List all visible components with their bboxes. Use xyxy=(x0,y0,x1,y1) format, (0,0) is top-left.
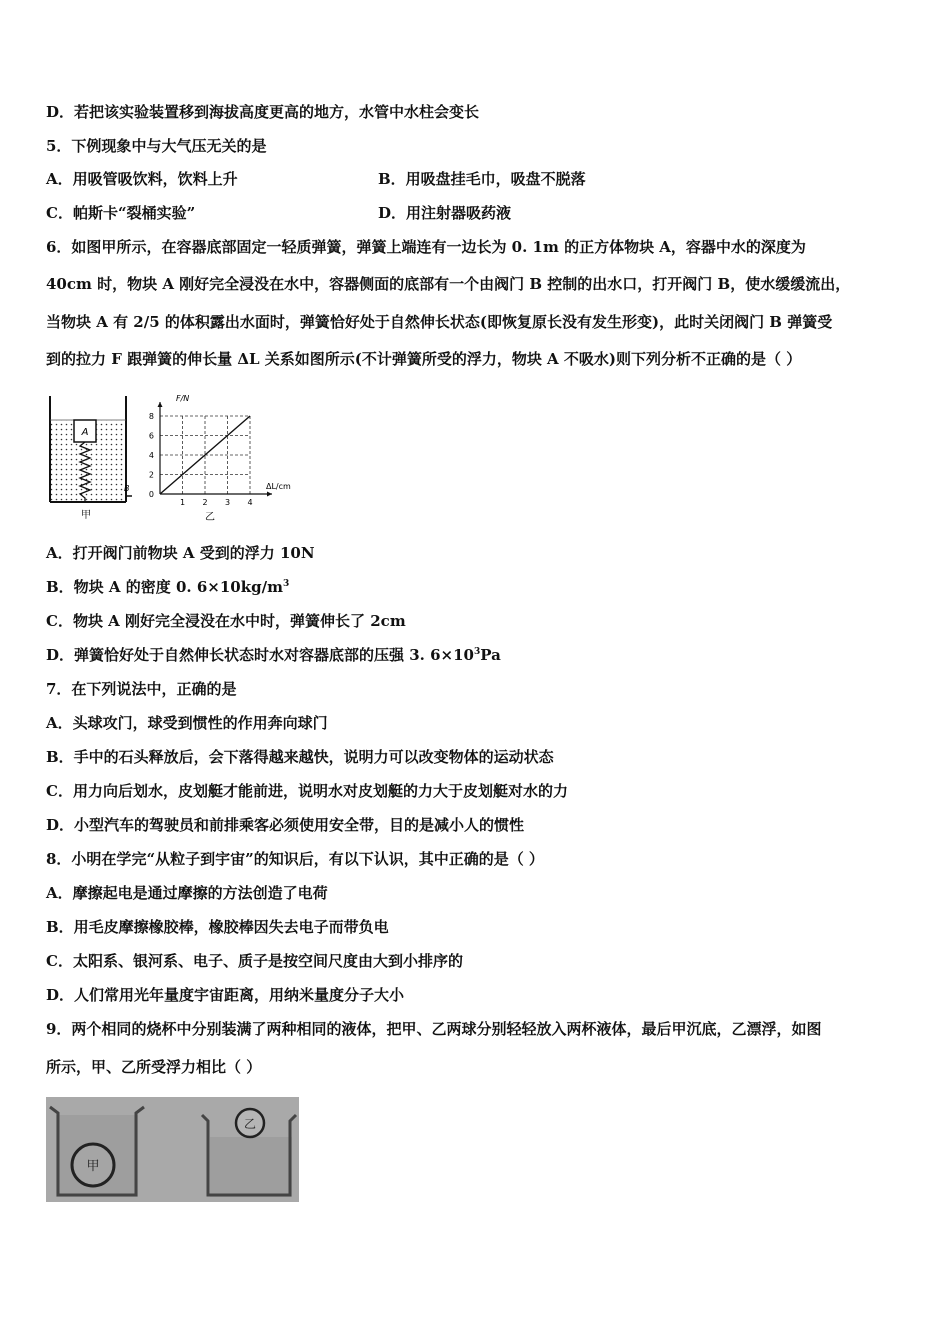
block-a-label: A xyxy=(81,427,89,438)
q6-option-b xyxy=(46,577,289,597)
x-tick-label: 2 xyxy=(202,498,208,507)
q5-option-b: B．用吸盘挂毛巾，吸盘不脱落 xyxy=(378,170,586,188)
ball-jia-label: 甲 xyxy=(86,1159,100,1174)
y-axis-arrow xyxy=(158,402,163,407)
q8-option-a: A．摩擦起电是通过摩擦的方法创造了电荷 xyxy=(46,884,328,902)
q6-option-a: A．打开阀门前物块 A 受到的浮力 10N xyxy=(46,544,315,562)
x-axis-label: ΔL/cm xyxy=(266,482,291,491)
q4-option-d: D．若把该实验装置移到海拔高度更高的地方，水管中水柱会变长 xyxy=(46,103,480,121)
q5-stem: 5．下例现象中与大气压无关的是 xyxy=(46,137,267,155)
q9-stem-line1: 9．两个相同的烧杯中分别装满了两种相同的液体，把甲、乙两球分别轻轻放入两杯液体，最后甲沉底，乙漂浮，如图 xyxy=(46,1020,822,1038)
y-tick-label: 4 xyxy=(148,451,154,460)
q5-option-a: A．用吸管吸饮料，饮料上升 xyxy=(46,170,238,188)
figure-jia-label: 甲 xyxy=(81,510,91,521)
q6-option-b-exponent: 3 xyxy=(282,579,290,589)
q7-stem: 7．在下列说法中，正确的是 xyxy=(46,680,237,698)
q6-option-b-text: B．物块 A 的密度 0. 6×10kg/m xyxy=(46,578,283,596)
container-spring-figure xyxy=(44,392,136,522)
x-tick-label: 3 xyxy=(224,498,231,507)
q6-stem-line1: 6．如图甲所示，在容器底部固定一轻质弹簧，弹簧上端连有一边长为 0. 1m 的正方体物块 A，容器中水的深度为 xyxy=(46,238,806,256)
spring-force-graph xyxy=(148,390,308,525)
q6-stem-line3: 当物块 A 有 2/5 的体积露出水面时，弹簧恰好处于自然伸长状态(即恢复原长没有发生形变)，此时关闭阀门 B 弹簧受 xyxy=(46,313,833,331)
q8-option-c: C．太阳系、银河系、电子、质子是按空间尺度由大到小排序的 xyxy=(46,952,463,970)
y-tick-label: 0 xyxy=(148,490,154,499)
q7-option-d: D．小型汽车的驾驶员和前排乘客必须使用安全带，目的是减小人的惯性 xyxy=(46,816,525,834)
q6-stem-line4: 到的拉力 F 跟弹簧的伸长量 ΔL 关系如图所示(不计弹簧所受的浮力，物块 A 不吸水)则下列分析不正确的是（ ） xyxy=(46,350,802,368)
q9-stem-line2: 所示，甲、乙所受浮力相比（ ） xyxy=(46,1058,262,1076)
q6-option-d-text: D．弹簧恰好处于自然伸长状态时水对容器底部的压强 3. 6×10 xyxy=(46,646,474,664)
q5-option-d: D．用注射器吸药液 xyxy=(378,204,512,222)
y-axis-label: F/N xyxy=(176,394,190,403)
q6-stem-line2: 40cm 时，物块 A 刚好完全浸没在水中，容器侧面的底部有一个由阀门 B 控制的出水口，打开阀门 B，使水缓缓流出， xyxy=(46,275,851,293)
x-axis-arrow xyxy=(267,492,272,497)
q8-option-d: D．人们常用光年量度宇宙距离，用纳米量度分子大小 xyxy=(46,986,405,1004)
q7-option-a: A．头球攻门，球受到惯性的作用奔向球门 xyxy=(46,714,328,732)
valve-b-label: B xyxy=(124,484,130,493)
q5-option-c: C．帕斯卡“裂桶实验” xyxy=(46,204,196,222)
y-tick-label: 6 xyxy=(148,431,154,441)
y-tick-label: 8 xyxy=(148,412,154,421)
y-tick-label: 2 xyxy=(148,470,154,480)
q7-option-b: B．手中的石头释放后，会下落得越来越快，说明力可以改变物体的运动状态 xyxy=(46,748,554,766)
x-tick-label: 1 xyxy=(179,498,186,507)
q6-option-d-exponent: 3 xyxy=(474,647,481,657)
q6-option-d xyxy=(46,645,501,665)
beaker-yi-liquid xyxy=(210,1137,292,1197)
q8-stem: 8．小明在学完“从粒子到宇宙”的知识后，有以下认识，其中正确的是（ ） xyxy=(46,850,544,868)
q6-option-d-unit: Pa xyxy=(480,646,501,664)
figure-yi-label: 乙 xyxy=(205,512,215,523)
q8-option-b: B．用毛皮摩擦橡胶棒，橡胶棒因失去电子而带负电 xyxy=(46,918,389,936)
q7-option-c: C．用力向后划水，皮划艇才能前进，说明水对皮划艇的力大于皮划艇对水的力 xyxy=(46,782,568,800)
ball-yi-label: 乙 xyxy=(243,1117,257,1131)
beakers-figure xyxy=(46,1097,299,1202)
x-tick-label: 4 xyxy=(247,498,253,507)
q6-option-c: C．物块 A 刚好完全浸没在水中时，弹簧伸长了 2cm xyxy=(46,612,406,630)
